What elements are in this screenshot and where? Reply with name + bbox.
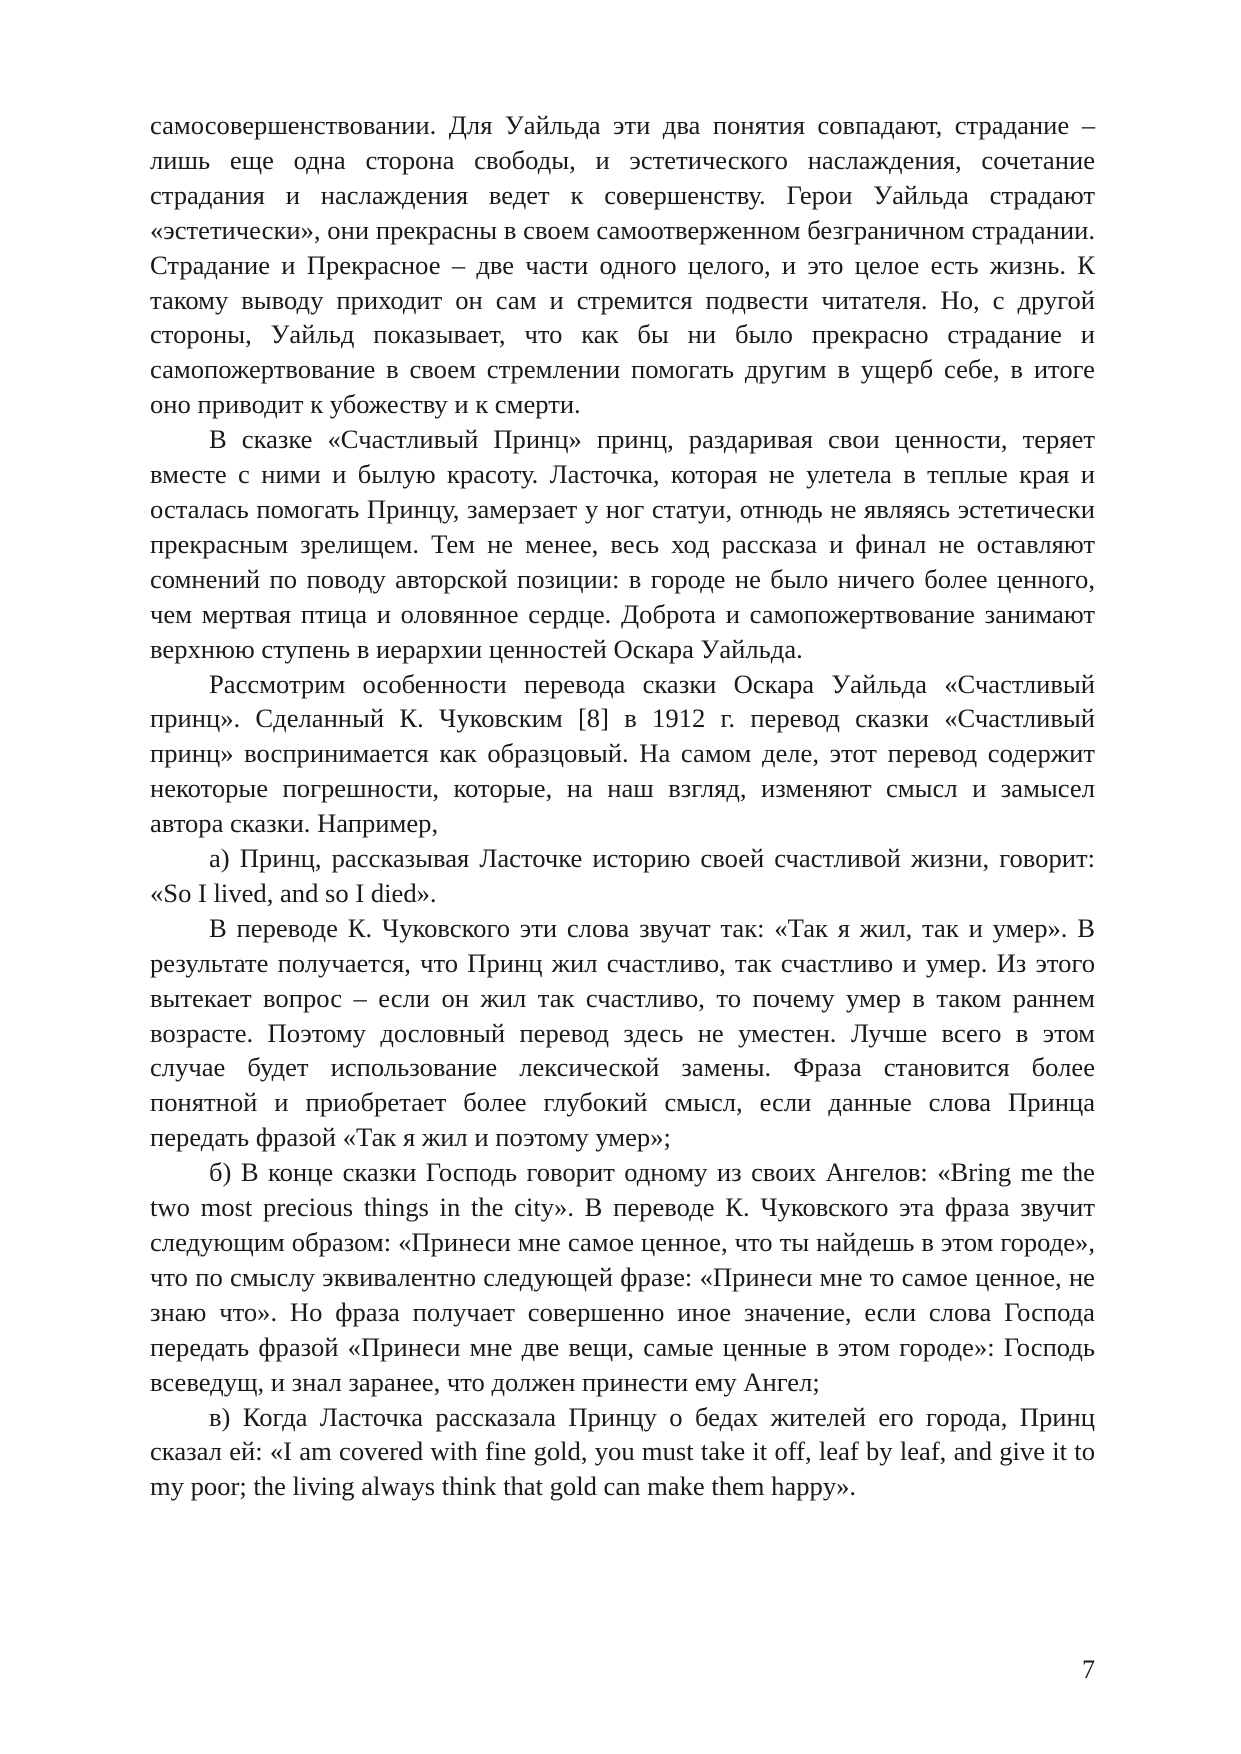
paragraph-continuation: самосовершенствовании. Для Уайльда эти два понятия совпадают, страдание – лишь еще одна сторона свободы, и эстетического наслаждения, сочетание страдания и наслаждения ведет к совершенству. Герои Уайльда страдают «эстетически», они прекрасны в своем самоотверженном безграничном страдании. Страдание и Прекрасное – две части одного целого, и это целое есть жизнь. К такому выводу приходит он сам и стремится подвести читателя. Но, с другой стороны, Уайльд показывает, что как бы ни было прекрасно страдание и самопожертвование в своем стремлении помогать другим в ущерб себе, в итоге оно приводит к убожеству и к смерти. — [150, 110, 1095, 420]
body-text — [150, 108, 1095, 1504]
paragraph-happy-prince-story: В сказке «Счастливый Принц» принц, раздаривая свои ценности, теряет вместе с ними и былую красоту. Ласточка, которая не улетела в теплые края и осталась помогать Принцу, замерзает у ног статуи, отнюдь не являясь эстетически прекрасным зрелищем. Тем не менее, весь ход рассказа и финал не оставляют сомнений по поводу авторской позиции: в городе не было ничего более ценного, чем мертвая птица и оловянное сердце. Доброта и самопожертвование занимают верхнюю ступень в иерархии ценностей Оскара Уайльда. — [150, 424, 1095, 664]
paragraph-example-b: б) В конце сказки Господь говорит одному из своих Ангелов: «Bring me the two most precious things in the city». В переводе К. Чуковского эта фраза звучит следующим образом: «Принеси мне самое ценное, что ты найдешь в этом городе», что по смыслу эквивалентно следующей фразе: «Принеси мне то самое ценное, не знаю что». Но фраза получает совершенно иное значение, если слова Господа передать фразой «Принеси мне две вещи, самые ценные в этом городе»: Господь всеведущ, и знал заранее, что должен принести ему Ангел; — [150, 1157, 1095, 1397]
paragraph-example-v: в) Когда Ласточка рассказала Принцу о бедах жителей его города, Принц сказал ей: «I am covered with fine gold, you must take it off, leaf by leaf, and give it to my poor; the living always think that gold can make them happy». — [150, 1401, 1095, 1502]
paragraph-translation-intro: Рассмотрим особенности перевода сказки Оскара Уайльда «Счастливый принц». Сделанный К. Чуковским [8] в 1912 г. перевод сказки «Счастливый принц» воспринимается как образцовый. На самом деле, этот перевод содержит некоторые погрешности, которые, на наш взгляд, изменяют смысл и замысел автора сказки. Например, — [150, 668, 1095, 839]
page-number: 7 — [1082, 1655, 1095, 1684]
paragraph-example-a: а) Принц, рассказывая Ласточке историю своей счастливой жизни, говорит: «So I lived, and so I died». — [150, 843, 1095, 908]
paragraph-chukovsky-analysis: В переводе К. Чуковского эти слова звучат так: «Так я жил, так и умер». В результате получается, что Принц жил счастливо, так счастливо и умер. Из этого вытекает вопрос – если он жил так счастливо, то почему умер в таком раннем возрасте. Поэтому дословный перевод здесь не уместен. Лучше всего в этом случае будет использование лексической замены. Фраза становится более понятной и приобретает более глубокий смысл, если данные слова Принца передать фразой «Так я жил и поэтому умер»; — [150, 912, 1095, 1153]
